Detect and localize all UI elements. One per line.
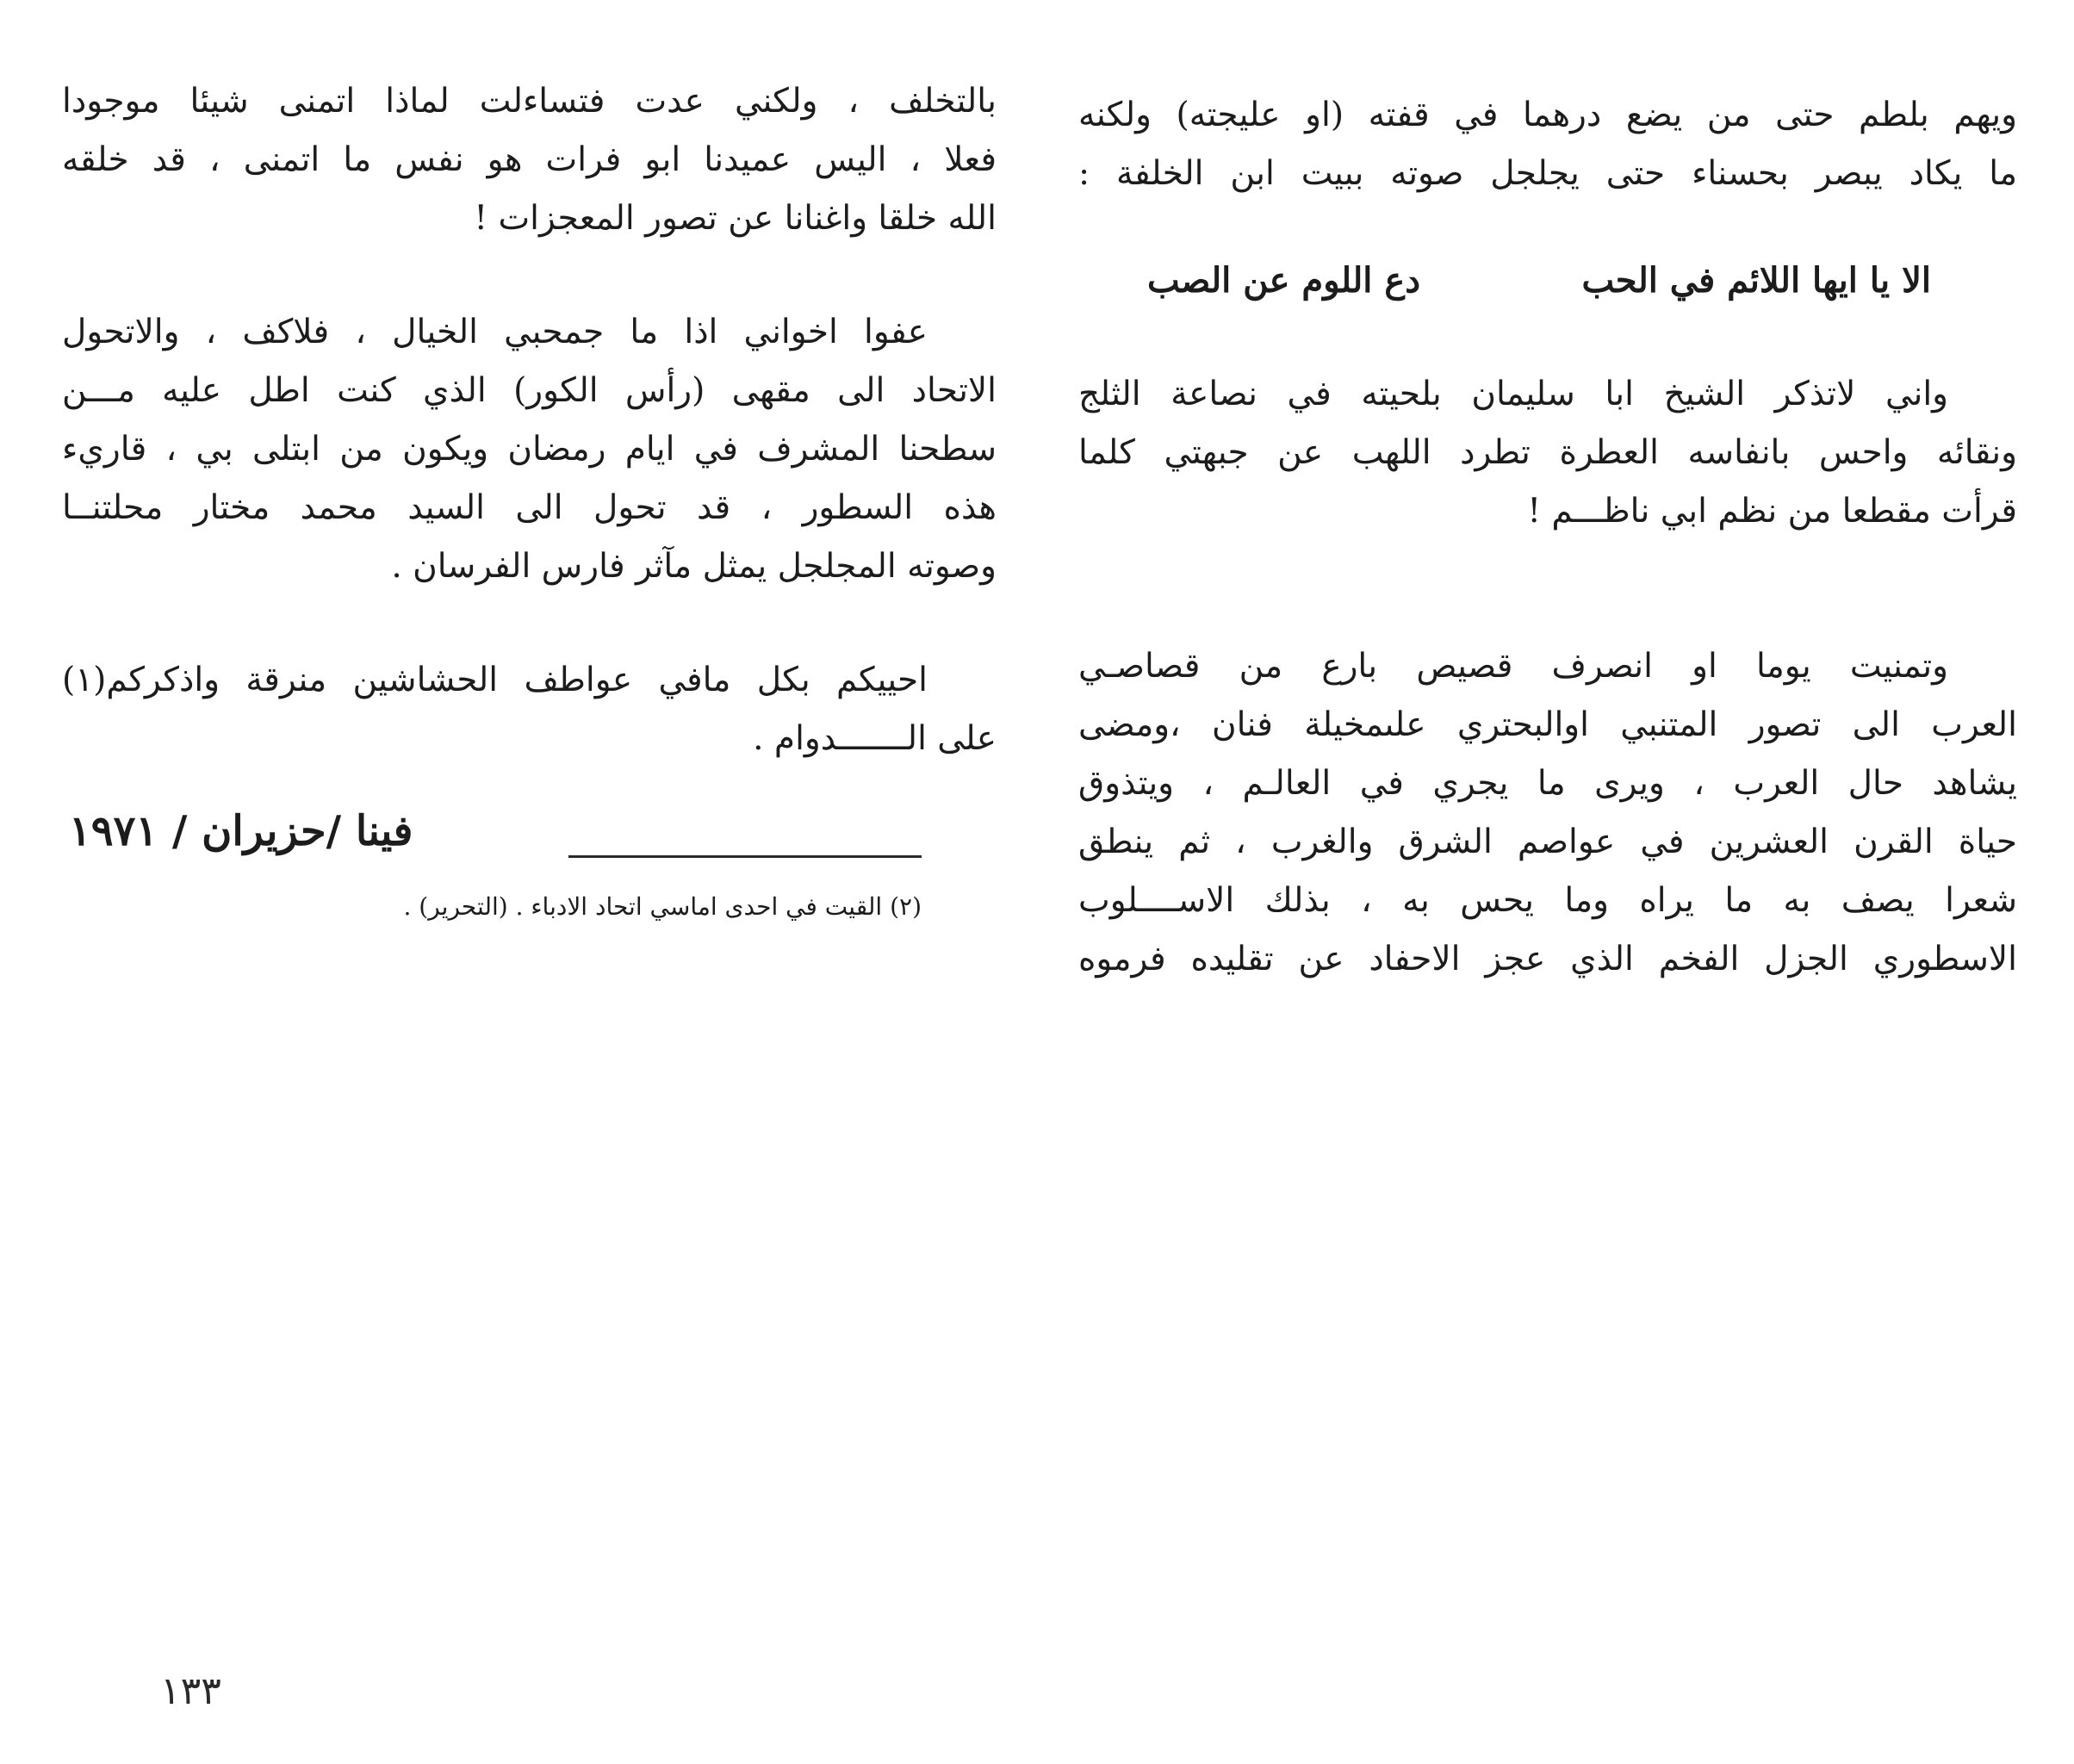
text-line: الاتحاد الى مقهى (رأس الكور) الذي كنت اطل عليه مـــن bbox=[62, 371, 997, 410]
footnote-divider bbox=[568, 855, 922, 858]
text-line: هذه السطور ، قد تحول الى السيد محمد مختار محلتنــا bbox=[62, 488, 997, 527]
text-line: ونقائه واحس بانفاسه العطرة تطرد اللهب عن جبهتي كلما bbox=[1078, 433, 2017, 472]
verse-second-hemistich: دع اللوم عن الصب bbox=[1147, 260, 1421, 301]
text-line: ويهم بلطم حتى من يضع درهما في قفته (او عليجته) ولكنه bbox=[1078, 96, 2017, 134]
text-line: حياة القرن العشرين في عواصم الشرق والغرب ، ثم ينطق bbox=[1078, 823, 2017, 861]
text-line: احييكم بكل مافي عواطف الحشاشين منرقة واذكركم(١) bbox=[62, 661, 928, 699]
text-line: عفوا اخواني اذا ما جمحبي الخيال ، فلاكف ، والاتحول bbox=[62, 313, 928, 351]
text-line: وتمنيت يوما او انصرف قصيص بارع من قصاصـي bbox=[1078, 647, 1948, 686]
page-number: ١٣٣ bbox=[160, 1669, 221, 1713]
text-line: فعلا ، اليس عميدنا ابو فرات هو نفس ما اتمنى ، قد خلقه bbox=[62, 140, 997, 179]
text-line: وصوته المجلجل يمثل مآثر فارس الفرسان . bbox=[391, 547, 997, 586]
text-line: على الـــــــدوام . bbox=[753, 719, 997, 758]
footnote: (٢) القيت في احدى اماسي اتحاد الادباء . (التحرير) . bbox=[403, 892, 922, 921]
text-line: العرب الى تصور المتنبي اوالبحتري علىمخيلة فنان ،ومضى bbox=[1078, 705, 2017, 744]
dateline-signature: فينا /حزيران / ١٩٧١ bbox=[69, 807, 413, 855]
text-line: واني لاتذكر الشيخ ابا سليمان بلحيته في نصاعة الثلج bbox=[1078, 375, 1948, 413]
text-line: يشاهد حال العرب ، ويرى ما يجري في العالـم ، ويتذوق bbox=[1078, 764, 2017, 803]
text-line: قرأت مقطعا من نظم ابي ناظـــم ! bbox=[1527, 492, 2017, 531]
poem-verse bbox=[1078, 252, 2017, 310]
text-line: ما يكاد يبصر بحسناء حتى يجلجل صوته ببيت ابن الخلفة : bbox=[1078, 154, 2017, 193]
left-column bbox=[62, 72, 997, 870]
text-line: سطحنا المشرف في ايام رمضان ويكون من ابتلى بي ، قاريء bbox=[62, 430, 997, 469]
text-line: بالتخلف ، ولكني عدت فتساءلت لماذا اتمنى شيئا موجودا bbox=[62, 82, 997, 121]
text-line: شعرا يصف به ما يراه وما يحس به ، بذلك الاســــلوب bbox=[1078, 881, 2017, 920]
right-column bbox=[1078, 86, 2017, 989]
text-line: الله خلقا واغنانا عن تصور المعجزات ! bbox=[474, 199, 997, 238]
verse-first-hemistich: الا يا ايها اللائم في الحب bbox=[1581, 260, 1931, 301]
text-line: الاسطوري الجزل الفخم الذي عجز الاحفاد عن تقليده فرموه bbox=[1078, 940, 2017, 978]
